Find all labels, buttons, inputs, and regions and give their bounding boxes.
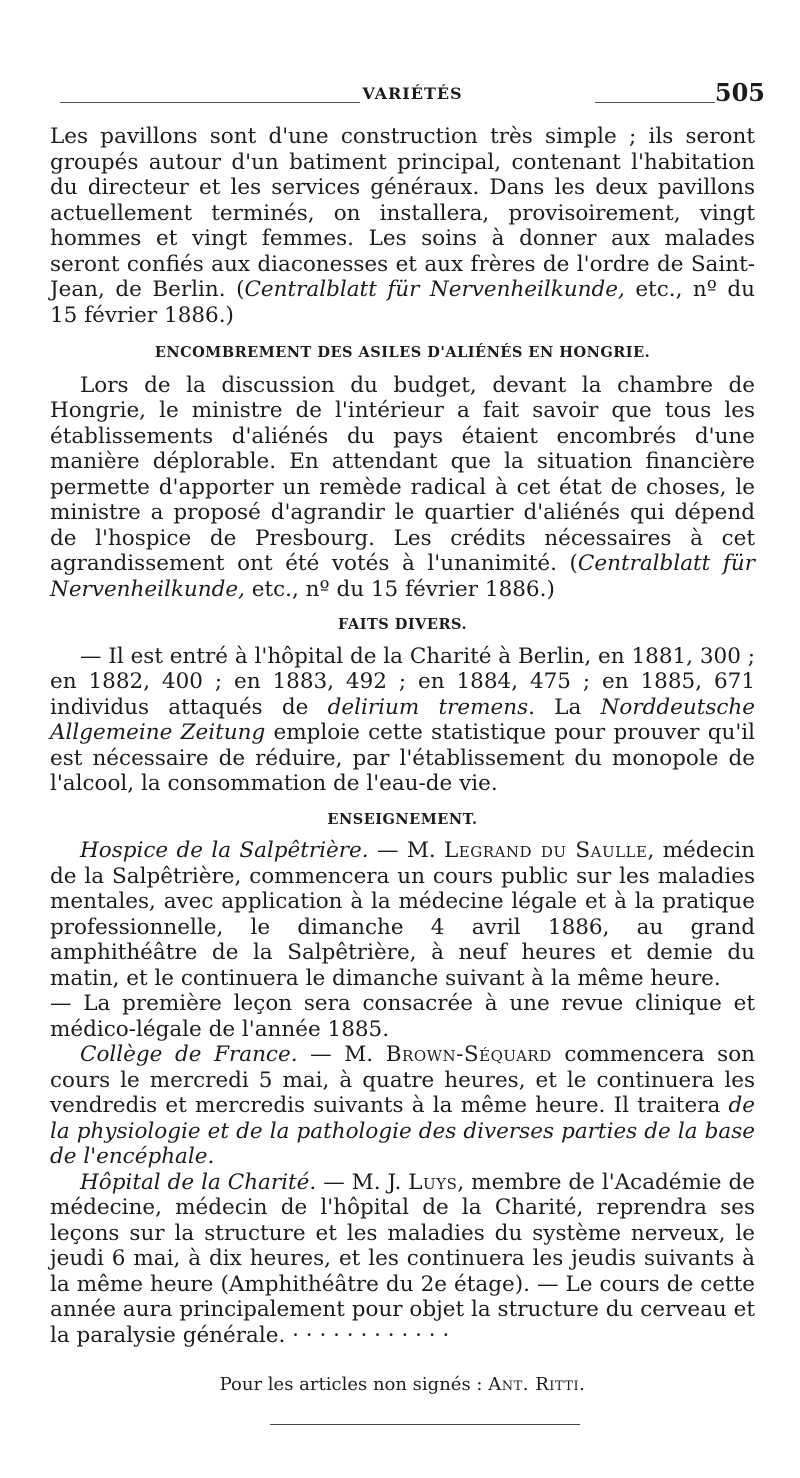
paragraph-encombrement-text: Lors de la discussion du budget, devant la chambre de Hongrie, le ministre de l'intérieur a fait savoir que tous les établissements d'aliénés du pays étaient encombrés d'une manière déplorable. En attendant que la situation financière permette d'apporter un remède radical à cet état de choses, le ministre a proposé d'agrandir le quartier d'aliénés qui dépend de l'hospice de Presbourg. Les crédits nécessaires à cet agrandissement ont été votés à l'unanimité. ( [50,372,755,576]
signature-name: Ant. Ritti. [488,1374,586,1395]
course-description: , médecin de la Salpêtrière, commencera un cours public sur les maladies mentales, avec application à la médecine légale et à la pratique professionnelle, le dimanche 4 avril 1886, au grand amphithéâtre de la Salpêtrière, à neuf heures et demie du matin, et le continuera le dimanche suivant à la même heure. [50,838,756,991]
lead-dash: — M. [368,838,445,863]
body-text [50,124,755,1398]
section-heading-enseignement: ENSEIGNEMENT. [327,810,478,828]
lecturer-name: Legrand du Saulle [444,838,648,863]
institution-name: Hôpital de la Charité. [80,1169,317,1195]
paragraph-college-de-france [50,1042,755,1170]
delirium-term: delirium tremens [327,694,529,720]
lecturer-name: Luys [408,1169,458,1195]
faits-divers-text: — Il est entré à l'hôpital de la Charité à Berlin, en 1881, 300 ; en 1882, 400 ; en 1883, 492 ; en 1884, 475 ; en 1885, 671 individus attaqués de [50,643,755,720]
course-description: commencera son cours le mercredi 5 mai, à quatre heures, et le continuera les vendredis et mercredis suivants à la même heure. Il traitera [50,1042,755,1118]
citation-date: etc., nº du 15 février 1886.) [244,576,555,602]
lead-dash: — M. [297,1042,386,1067]
paragraph-pavillons-text: Les pavillons sont d'une construction très simple ; ils seront groupés autour d'un batiment principal, contenant l'habitation du directeur et les services généraux. Dans les deux pavillons actuellement terminés, on installera, provisoirement, vingt hommes et vingt femmes. Les soins à donner aux malades seront confiés aux diaconesses et aux frères de l'ordre de Saint-Jean, de Berlin. ( [50,124,755,302]
lecturer-name: Brown-Séquard [385,1042,552,1067]
bottom-rule [270,1424,580,1425]
signature-line [50,1372,755,1398]
source-citation: Centralblatt für Nervenheilkunde, [244,277,625,302]
page-number: 505 [714,78,765,107]
lead-dash: — M. J. [316,1169,409,1195]
course-topic: de la physiologie et de la pathologie des diverses parties de la base de l'encéphale. [50,1093,755,1169]
faits-divers-tail: emploie cette statistique pour prouver qu'il est nécessaire de réduire, par l'établissement du monopole de l'alcool, la consommation de l'eau-de vie. [50,720,755,796]
signature-text: Pour les articles non signés : [219,1374,489,1395]
paragraph-faits-divers [50,644,755,797]
section-heading-encombrement: ENCOMBREMENT DES ASILES D'ALIÉNÉS EN HONGRIE. [154,344,651,361]
newspaper-name: Norddeutsche Allgemeine Zeitung [50,694,755,745]
paragraph-salpetriere [50,838,755,1042]
faits-divers-mid: . La [528,694,601,720]
citation-date: etc., nº du 15 février 1886.) [50,277,755,328]
institution-name: Hospice de la Salpêtrière. [80,838,369,863]
header-rule-right [595,102,715,103]
paragraph-charite [50,1170,755,1349]
paragraph-pavillons [50,124,755,328]
section-heading-faits-divers: FAITS DIVERS. [338,616,467,633]
institution-name: Collège de France. [80,1042,298,1067]
paragraph-encombrement [50,373,755,603]
source-citation: Centralblatt für Nervenheilkunde, [50,551,755,602]
page-header [60,78,765,108]
course-description: , membre de l'Académie de médecine, médecin de l'hôpital de la Charité, reprendra ses leçons sur la structure et les maladies du système nerveux, le jeudi 6 mai, à dix heures, et les continuera les jeudis suivants à la même heure (Amphithéâtre du 2e étage). — Le cours de cette année aura principalement pour objet la structure du cerveau et la paralysie générale. · · · · · · · · · · · · [50,1169,755,1348]
running-head: VARIÉTÉS [362,84,463,103]
course-note: — La première leçon sera consacrée à une revue clinique et médico-légale de l'année 1885. [50,991,755,1042]
